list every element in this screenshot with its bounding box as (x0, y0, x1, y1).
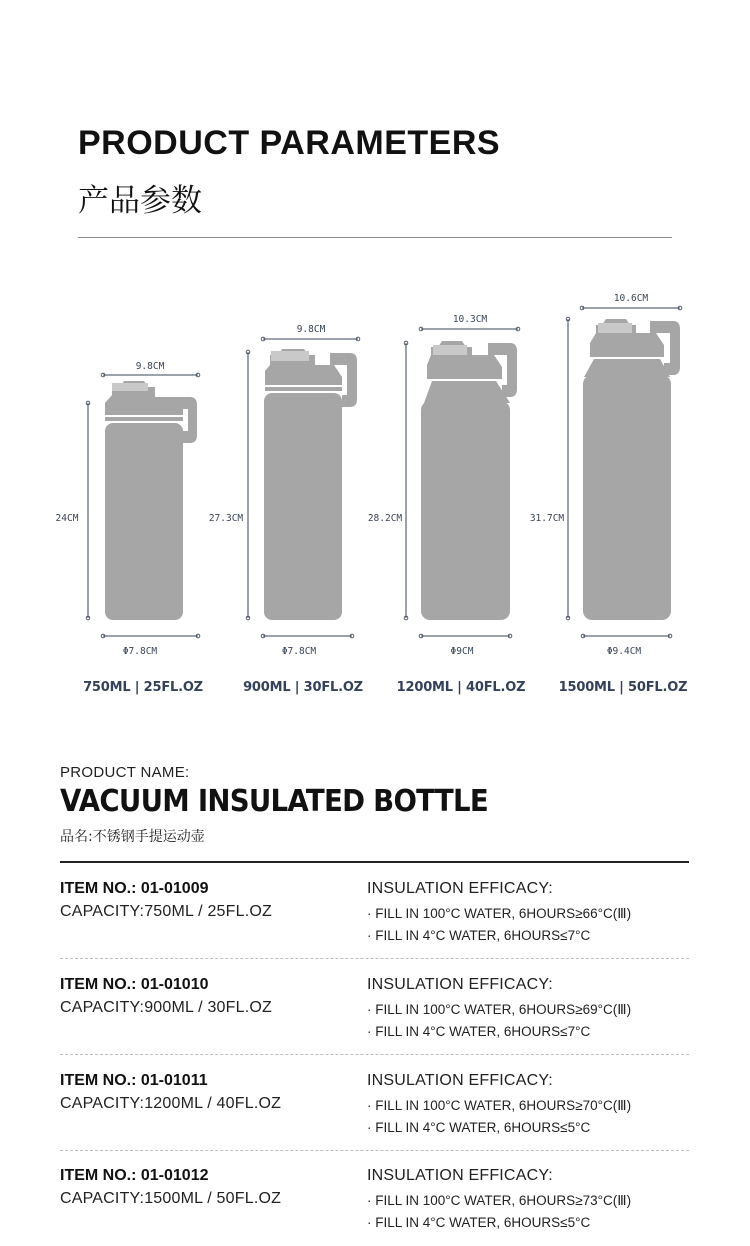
item-number: ITEM NO.: 01-01010 (60, 976, 209, 993)
volume-label-750ml: 750ML | 25FL.OZ (83, 680, 203, 695)
top-width-label: 10.3CM (452, 314, 488, 325)
efficacy-hot: · FILL IN 100°C WATER, 6HOURS≥66°C(Ⅲ) (367, 906, 632, 921)
efficacy-heading: INSULATION EFFICACY: (367, 976, 553, 993)
product-name: VACUUM INSULATED BOTTLE (60, 784, 488, 819)
item-number: ITEM NO.: 01-01012 (60, 1167, 209, 1184)
product-name-label: PRODUCT NAME: (60, 764, 190, 781)
height-label: 27.3CM (208, 513, 244, 524)
efficacy-cold: · FILL IN 4°C WATER, 6HOURS≤5°C (367, 1215, 591, 1230)
top-width-label: 9.8CM (135, 361, 165, 372)
cap-highlight (598, 323, 632, 333)
diameter-label: Φ7.8CM (281, 646, 317, 657)
volume-label-900ml: 900ML | 30FL.OZ (243, 680, 363, 695)
efficacy-hot: · FILL IN 100°C WATER, 6HOURS≥69°C(Ⅲ) (367, 1002, 632, 1017)
efficacy-heading: INSULATION EFFICACY: (367, 1072, 553, 1089)
bottle-body (421, 401, 510, 620)
item-row-01-01012 (60, 1150, 689, 1246)
volume-label-1500ml: 1500ML | 50FL.OZ (558, 680, 688, 695)
volume-label-1200ml: 1200ML | 40FL.OZ (396, 680, 526, 695)
item-capacity: CAPACITY:750ML / 25FL.OZ (60, 903, 272, 920)
height-label: 31.7CM (529, 513, 565, 524)
efficacy-cold: · FILL IN 4°C WATER, 6HOURS≤7°C (367, 928, 591, 943)
height-label: 28.2CM (367, 513, 403, 524)
cap-highlight (433, 345, 467, 355)
bottle-1500ml (530, 293, 680, 657)
efficacy-heading: INSULATION EFFICACY: (367, 880, 553, 897)
efficacy-hot: · FILL IN 100°C WATER, 6HOURS≥73°C(Ⅲ) (367, 1193, 632, 1208)
diameter-label: Φ7.8CM (122, 646, 158, 657)
divider (78, 237, 672, 238)
bottle-size-diagram (0, 285, 750, 705)
product-name-cn: 品名:不锈钢手提运动壶 (60, 829, 205, 845)
item-number: ITEM NO.: 01-01009 (60, 880, 209, 897)
item-number: ITEM NO.: 01-01011 (60, 1072, 208, 1089)
page-title-cn: 产品参数 (78, 183, 202, 219)
bottle-shoulder (584, 359, 670, 377)
item-row-01-01009 (60, 863, 689, 959)
height-label: 24CM (55, 513, 79, 524)
diameter-label: Φ9.4CM (606, 646, 642, 657)
efficacy-cold: · FILL IN 4°C WATER, 6HOURS≤7°C (367, 1024, 591, 1039)
top-width-label: 10.6CM (613, 293, 649, 304)
item-capacity: CAPACITY:900ML / 30FL.OZ (60, 999, 272, 1016)
cap-highlight (271, 351, 309, 361)
item-capacity: CAPACITY:1200ML / 40FL.OZ (60, 1095, 282, 1112)
cap-highlight (112, 383, 148, 391)
bottle-shoulder (424, 381, 510, 403)
bottle-body (105, 423, 183, 620)
bottle-900ml (209, 324, 358, 657)
page-title: PRODUCT PARAMETERS (78, 124, 501, 162)
bottle-1200ml (368, 314, 518, 657)
bottle-diagram-svg (0, 285, 750, 705)
diameter-label: Φ9CM (450, 646, 474, 657)
bottle-body (583, 375, 671, 620)
bottle-750ml (56, 361, 198, 657)
item-capacity: CAPACITY:1500ML / 50FL.OZ (60, 1190, 282, 1207)
efficacy-cold: · FILL IN 4°C WATER, 6HOURS≤5°C (367, 1120, 591, 1135)
item-row-01-01011 (60, 1055, 689, 1151)
efficacy-hot: · FILL IN 100°C WATER, 6HOURS≥70°C(Ⅲ) (367, 1098, 632, 1113)
efficacy-heading: INSULATION EFFICACY: (367, 1167, 553, 1184)
bottle-body (264, 393, 342, 620)
item-row-01-01010 (60, 959, 689, 1055)
top-width-label: 9.8CM (296, 324, 326, 335)
